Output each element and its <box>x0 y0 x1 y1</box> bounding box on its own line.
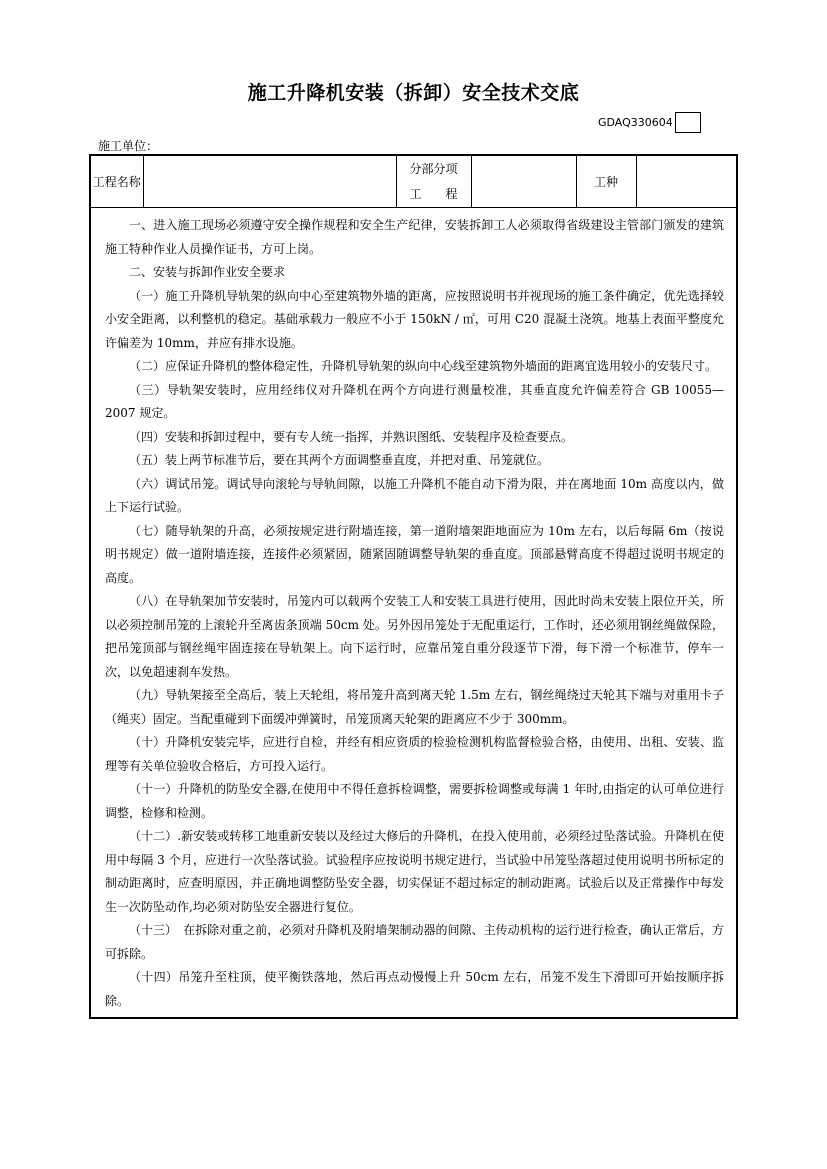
paragraph: （六）调试吊笼。调试导向滚轮与导轨间隙，以施工升降机不能自动下滑为限，并在离地面 10m 高度以内，做上下运行试验。 <box>105 476 724 514</box>
sub-project-label-line2: 工 程 <box>409 186 458 201</box>
project-name-label-cell <box>90 155 143 208</box>
trade-value-cell[interactable] <box>636 155 737 208</box>
paragraph: （十二）.新安装或转移工地重新安装以及经过大修后的升降机，在投入使用前，必须经过坠落试验。升降机在使用中每隔 3 个月，应进行一次坠落试验。试验程序应按说明书规定进行，当试验中吊笼坠落超过使用说明书所标定的制动距离时，应查明原因，并正确地调整防坠安全器，切实保证不超过标定的制动距离。试验后以及正常操作中每发生一次防坠动作,均必须对防坠安全器进行复位。 <box>105 829 724 914</box>
project-name-label: 工程名称 <box>92 175 141 189</box>
form-code <box>598 112 701 132</box>
disclosure-table <box>89 154 738 1019</box>
paragraph: （九）导轨架接至全高后，装上天轮组，将吊笼升高到离天轮 1.5m 左右，钢丝绳绕过天轮其下端与对重用卡子（绳夹）固定。当配重碰到下面缓冲弹簧时，吊笼顶离天轮架的距离应不少于 300mm。 <box>105 688 724 726</box>
paragraph: （二）应保证升降机的整体稳定性，升降机导轨架的纵向中心线至建筑物外墙面的距离宜选用较小的安装尺寸。 <box>129 359 718 373</box>
construction-unit-label: 施工单位： <box>98 139 159 153</box>
form-code-box[interactable] <box>675 112 701 133</box>
document-title: 施工升降机安装（拆卸）安全技术交底 <box>247 82 580 104</box>
trade-label: 工种 <box>593 175 618 189</box>
sub-project-label-cell <box>396 155 471 208</box>
paragraph: （十一）升降机的防坠安全器,在使用中不得任意拆检调整，需要拆检调整或每满 1 年时,由指定的认可单位进行调整，检修和检测。 <box>105 782 724 820</box>
paragraph: （七）随导轨架的升高，必须按规定进行附墙连接，第一道附墙架距地面应为 10m 左右，以后每隔 6m（按说明书规定）做一道附墙连接，连接件必须紧固，随紧固随调整导轨架的垂直度。顶部悬臂高度不得超过说明书规定的高度。 <box>105 523 724 585</box>
paragraph: （一）施工升降机导轨架的纵向中心至建筑物外墙的距离，应按照说明书并视现场的施工条件确定，优先选择较小安全距离，以利整机的稳定。基础承载力一般应不小于 150kN / ㎡，可用 C20 混凝土浇筑。地基上表面平整度允许偏差为 10mm，并应有排水设施。 <box>105 288 724 350</box>
paragraph: （五）装上两节标准节后，要在其两个方面调整垂直度，并把对重、吊笼就位。 <box>129 453 550 467</box>
paragraph: （三）导轨架安装时，应用经纬仪对升降机在两个方向进行测量校准，其垂直度允许偏差符合 GB 10055—2007 规定。 <box>105 382 724 420</box>
paragraph: （十四）吊笼升至柱顶，使平衡铁落地，然后再点动慢慢上升 50cm 左右，吊笼不发生下滑即可开始按顺序拆除。 <box>105 970 724 1008</box>
paragraph: 一、进入施工现场必须遵守安全操作规程和安全生产纪律，安装拆卸工人必须取得省级建设主管部门颁发的建筑施工特种作业人员操作证书，方可上岗。 <box>105 218 724 256</box>
content-row <box>90 208 737 1019</box>
header-row <box>90 155 737 208</box>
sub-project-value-cell[interactable] <box>471 155 576 208</box>
paragraph: （四）安装和拆卸过程中，要有专人统一指挥，并熟识图纸、安装程序及检查要点。 <box>129 429 574 444</box>
paragraph: 二、安装与拆卸作业安全要求 <box>129 265 286 279</box>
trade-label-cell <box>576 155 636 208</box>
project-name-value-cell[interactable] <box>143 155 396 208</box>
paragraph: （十）升降机安装完毕，应进行自检，并经有相应资质的检验检测机构监督检验合格，由使用、出租、安装、监理等有关单位验收合格后，方可投入运行。 <box>105 735 724 773</box>
sub-project-label-line1: 分部分项 <box>409 161 458 176</box>
content-cell <box>90 208 737 1019</box>
paragraph: （十三） 在拆除对重之前，必须对升降机及附墙架制动器的间隙、主传动机构的运行进行检查，确认正常后，方可拆除。 <box>105 923 724 961</box>
paragraph: （八）在导轨架加节安装时，吊笼内可以载两个安装工人和安装工具进行使用，因此时尚未安装上限位开关，所以必须控制吊笼的上滚轮升至离齿条顶端 50cm 处。另外因吊笼处于无配重运行，工作时，还必须用钢丝绳做保险，把吊笼顶部与钢丝绳牢固连接在导轨架上。向下运行时，应靠吊笼自重分段逐节下滑，每下滑一个标准节，停车一次，以免超速刹车发热。 <box>105 594 724 679</box>
form-code-text: GDAQ330604 <box>598 115 673 129</box>
